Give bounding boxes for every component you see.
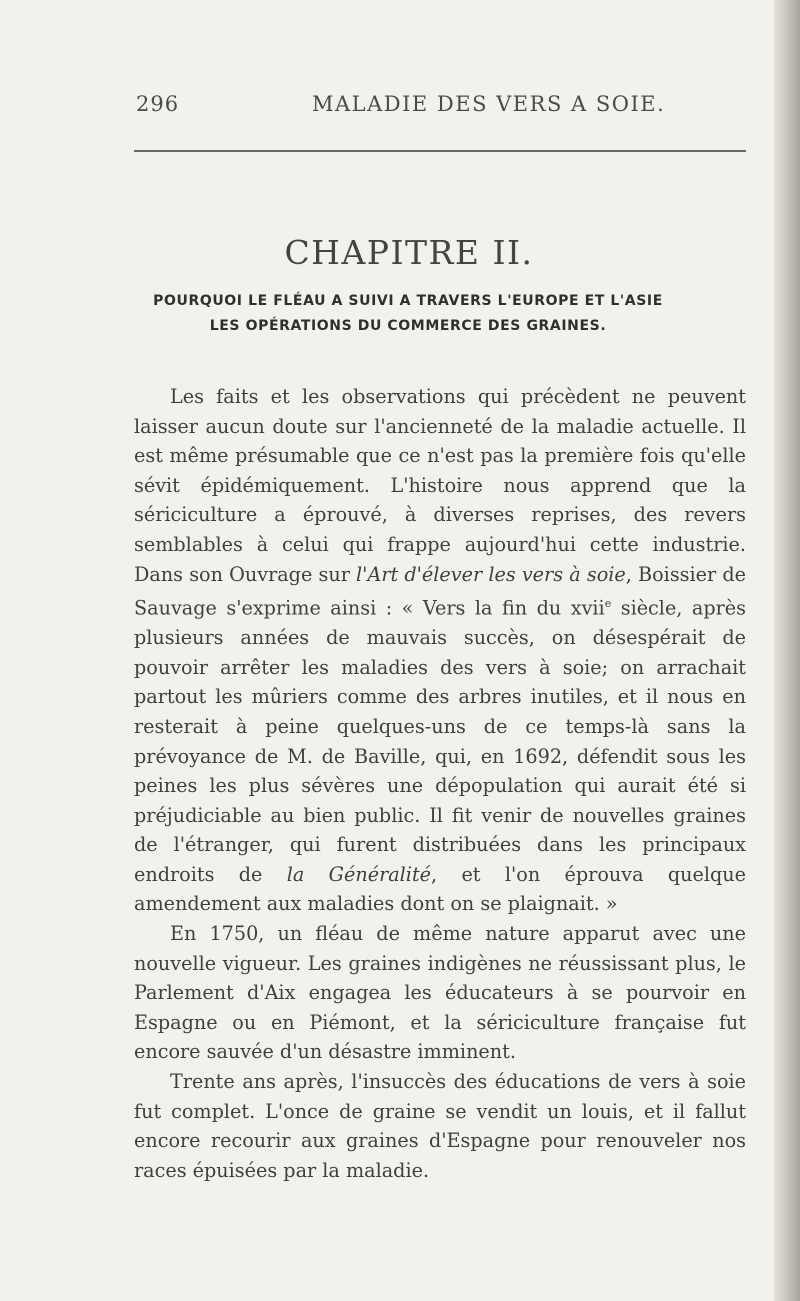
chapter-subtitle-line-1: POURQUOI LE FLÉAU A SUIVI A TRAVERS L'EUROPE ET L'ASIE [153,293,663,309]
running-title: MALADIE DES VERS A SOIE. [312,92,666,116]
generalite-italic: la Généralité [286,862,432,886]
book-title-italic: l'Art d'élever les vers à soie [356,562,626,586]
page-header [0,92,800,132]
paragraph-1-part-d: , et l'on éprouva quelque amendement aux maladies dont on se plaignait. » [134,862,746,916]
century-superscript: e [604,597,612,611]
body-text [134,382,746,1185]
paragraph-1-part-a: Les faits et les observations qui précèdent ne peuvent laisser aucun doute sur l'ancienneté de la maladie actuelle. Il est même présumable que ce n'est pas la première fois qu'elle sévit épidémiquement. L'histoire nous apprend que la sériciculture a éprouvé, à diverses reprises, des revers semblables à celui qui frappe aujourd'hui cette industrie. Dans son Ouvrage sur [134,385,746,586]
page-edge-shadow [774,0,800,1301]
header-rule [134,150,746,152]
paragraph-3: Trente ans après, l'insuccès des éducations de vers à soie fut complet. L'once de graine se vendit un louis, et il fallut encore recourir aux graines d'Espagne pour renouveler nos races épuisées par la maladie. [134,1070,746,1182]
chapter-subtitle-line-2: LES OPÉRATIONS DU COMMERCE DES GRAINES. [209,318,607,334]
paragraph-1-part-c: siècle, après plusieurs années de mauvais succès, on désespérait de pouvoir arrêter les maladies des vers à soie; on arrachait partout les mûriers comme des arbres inutiles, et il nous en resterait à peine quelques-uns de ce temps-là sans la prévoyance de M. de Baville, qui, en 1692, défendit sous les peines les plus sévères une dépopulation qui aurait été si préjudiciable au bien public. Il fit venir de nouvelles graines de l'étranger, qui furent distribuées dans les principaux endroits de [134,596,746,886]
chapter-title: CHAPITRE II. [284,233,534,272]
paragraph-2: En 1750, un fléau de même nature apparut avec une nouvelle vigueur. Les graines indigènes ne réussissant plus, le Parlement d'Aix engagea les éducateurs à se pourvoir en Espagne ou en Piémont, et la sériciculture française fut encore sauvée d'un désastre imminent. [134,922,746,1064]
page-number: 296 [136,92,180,116]
paragraph-1 [134,382,746,919]
paragraph-1-part-b: , Boissier de Sauvage s'exprime ainsi : « Vers la fin du xvii [134,562,746,620]
